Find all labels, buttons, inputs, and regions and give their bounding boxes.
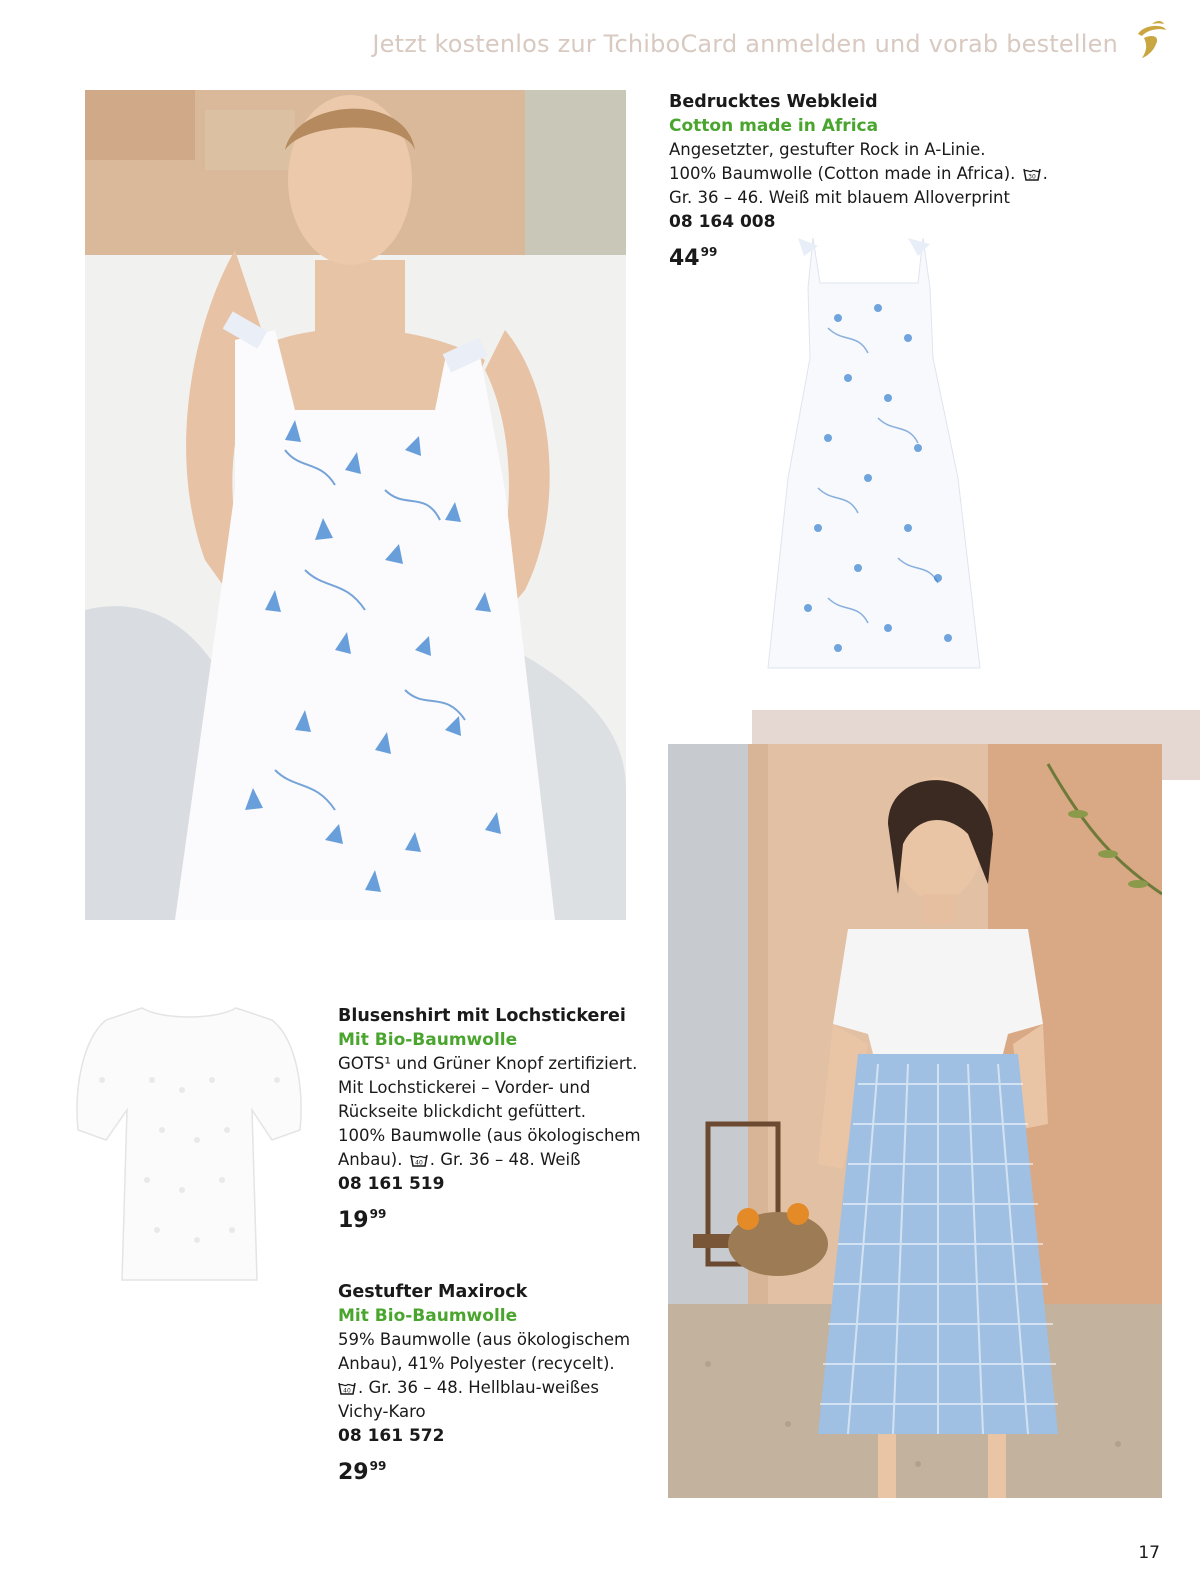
svg-text:40: 40 [414,1159,423,1167]
page-number: 17 [1138,1543,1160,1563]
image-blouse-cutout [72,1000,306,1290]
image-dress-cutout [758,228,986,688]
article-number: 08 161 519 [338,1174,445,1194]
photo-woman-skirt [668,744,1162,1498]
product-title: Bedrucktes Webkleid [669,92,878,112]
product-blusenshirt [338,1004,658,1233]
product-subtitle: Mit Bio-Baumwolle [338,1030,518,1050]
price: $29^{99}$ [338,1459,387,1485]
product-desc-line: Anbau). 40 . Gr. 36 – 48. Weiß [338,1150,581,1169]
product-desc-line: Angesetzter, gestufter Rock in A-Linie. [669,140,986,159]
product-desc-line: Rückseite blickdicht gefüttert. [338,1102,587,1121]
product-desc-line: 40 . Gr. 36 – 48. Hellblau-weißes [338,1376,658,1400]
wash-40-icon [338,1381,356,1395]
wash-40-icon [410,1153,428,1167]
price: $19^{99}$ [338,1207,387,1233]
product-title: Gestufter Maxirock [338,1282,528,1302]
photo-woman-dress [85,90,626,920]
product-desc-line: 100% Baumwolle (Cotton made in Africa). 30 . [669,164,1048,183]
svg-text:30: 30 [1027,173,1036,181]
wash-30-icon [1023,167,1041,181]
product-title: Blusenshirt mit Lochstickerei [338,1006,626,1026]
price: $44^{99}$ [669,245,718,271]
product-desc-line: 59% Baumwolle (aus ökologischem [338,1330,631,1349]
product-desc-line: Vichy-Karo [338,1402,426,1421]
tchibo-logo-icon [1126,16,1174,64]
svg-text:40: 40 [343,1387,351,1395]
product-desc-line: 100% Baumwolle (aus ökologischem [338,1126,641,1145]
product-subtitle: Mit Bio-Baumwolle [338,1306,518,1326]
product-desc-line: Anbau), 41% Polyester (recycelt). [338,1354,615,1373]
article-number: 08 161 572 [338,1426,445,1446]
product-desc-line: Gr. 36 – 46. Weiß mit blauem Alloverprint [669,188,1010,207]
product-subtitle: Cotton made in Africa [669,116,879,136]
header-banner: Jetzt kostenlos zur TchiboCard anmelden und vorab bestellen [372,30,1118,58]
article-number: 08 164 008 [669,212,776,232]
product-desc-line: GOTS¹ und Grüner Knopf zertifiziert. [338,1054,638,1073]
product-maxirock [338,1280,658,1485]
product-desc-line: Mit Lochstickerei – Vorder- und [338,1078,591,1097]
